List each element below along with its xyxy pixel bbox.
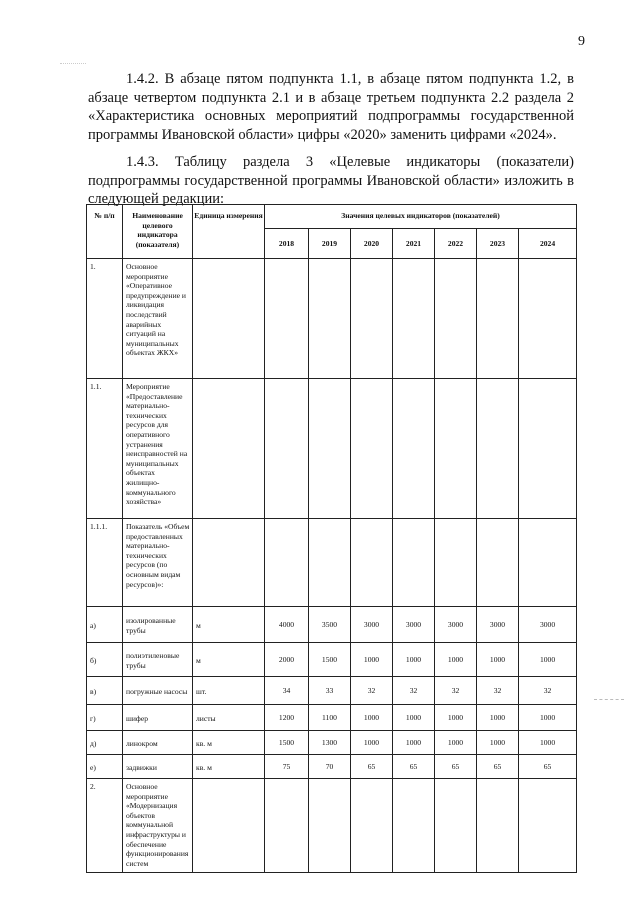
value-cell: 1000 <box>435 643 477 677</box>
row-number: б) <box>87 643 123 677</box>
value-cell <box>435 519 477 607</box>
value-cell: 1000 <box>435 705 477 731</box>
indicator-name: погружные насосы <box>123 677 193 705</box>
header-values: Значения целевых индикаторов (показателей) <box>265 205 577 229</box>
table-row <box>87 677 577 705</box>
header-year: 2023 <box>477 229 519 259</box>
value-cell <box>265 519 309 607</box>
indicator-name: линокром <box>123 731 193 755</box>
value-cell: 1000 <box>393 643 435 677</box>
table-row <box>87 731 577 755</box>
value-cell <box>477 779 519 873</box>
table-row <box>87 519 577 607</box>
header-no: № п/п <box>87 205 123 259</box>
unit-cell <box>193 259 265 379</box>
table-row <box>87 379 577 519</box>
value-cell: 1000 <box>477 731 519 755</box>
header-year: 2024 <box>519 229 577 259</box>
paragraph-1-4-2 <box>88 70 574 144</box>
header-name: Наименование целевого индикатора (показателя) <box>123 205 193 259</box>
value-cell: 2000 <box>265 643 309 677</box>
value-cell: 32 <box>393 677 435 705</box>
value-cell <box>265 259 309 379</box>
indicator-name: шифер <box>123 705 193 731</box>
value-cell: 32 <box>435 677 477 705</box>
value-cell: 3000 <box>519 607 577 643</box>
indicator-name: Мероприятие «Предоставление материально-технических ресурсов для оперативного устранения неисправностей на муниципальных объектах жилищно-коммунального хозяйства» <box>123 379 193 519</box>
value-cell: 3500 <box>309 607 351 643</box>
value-cell: 65 <box>477 755 519 779</box>
table-row <box>87 705 577 731</box>
value-cell: 1000 <box>477 705 519 731</box>
indicator-name: Основное мероприятие «Оперативное предупреждение и ликвидация последствий аварийных ситуаций на муниципальных объектах ЖКХ» <box>123 259 193 379</box>
indicator-name: задвижки <box>123 755 193 779</box>
value-cell: 1000 <box>477 643 519 677</box>
value-cell <box>309 519 351 607</box>
row-number: 1.1.1. <box>87 519 123 607</box>
value-cell: 33 <box>309 677 351 705</box>
value-cell <box>309 779 351 873</box>
value-cell: 34 <box>265 677 309 705</box>
value-cell <box>393 779 435 873</box>
header-year: 2022 <box>435 229 477 259</box>
scan-mark <box>60 63 86 64</box>
value-cell <box>265 379 309 519</box>
value-cell: 1000 <box>351 643 393 677</box>
value-cell: 1500 <box>309 643 351 677</box>
page-number: 9 <box>578 34 585 49</box>
indicator-name: изолированные трубы <box>123 607 193 643</box>
value-cell: 65 <box>435 755 477 779</box>
value-cell <box>265 779 309 873</box>
row-number: е) <box>87 755 123 779</box>
value-cell: 65 <box>351 755 393 779</box>
value-cell <box>477 379 519 519</box>
value-cell: 1200 <box>265 705 309 731</box>
value-cell: 32 <box>519 677 577 705</box>
row-number: 1. <box>87 259 123 379</box>
value-cell: 3000 <box>351 607 393 643</box>
unit-cell: м <box>193 607 265 643</box>
unit-cell: м <box>193 643 265 677</box>
table-row <box>87 643 577 677</box>
value-cell <box>519 379 577 519</box>
paragraph-1-4-3 <box>88 153 574 209</box>
unit-cell: шт. <box>193 677 265 705</box>
value-cell: 1000 <box>393 731 435 755</box>
value-cell <box>519 519 577 607</box>
value-cell <box>519 779 577 873</box>
row-number: д) <box>87 731 123 755</box>
row-number: г) <box>87 705 123 731</box>
value-cell: 65 <box>393 755 435 779</box>
target-indicators-table <box>86 204 577 873</box>
value-cell: 4000 <box>265 607 309 643</box>
value-cell: 32 <box>477 677 519 705</box>
value-cell <box>477 519 519 607</box>
value-cell <box>309 259 351 379</box>
unit-cell <box>193 779 265 873</box>
header-year: 2018 <box>265 229 309 259</box>
value-cell <box>519 259 577 379</box>
value-cell: 1000 <box>393 705 435 731</box>
indicator-name: Показатель «Объем предоставленных материально-технических ресурсов (по основным видам ресурсов)»: <box>123 519 193 607</box>
value-cell <box>351 779 393 873</box>
unit-cell: кв. м <box>193 755 265 779</box>
table-body <box>87 259 577 873</box>
value-cell: 32 <box>351 677 393 705</box>
value-cell <box>435 779 477 873</box>
unit-cell: листы <box>193 705 265 731</box>
row-number: в) <box>87 677 123 705</box>
row-number: 1.1. <box>87 379 123 519</box>
value-cell <box>477 259 519 379</box>
value-cell: 70 <box>309 755 351 779</box>
value-cell <box>351 379 393 519</box>
value-cell <box>393 519 435 607</box>
unit-cell <box>193 519 265 607</box>
value-cell: 1100 <box>309 705 351 731</box>
value-cell <box>393 259 435 379</box>
table-row <box>87 607 577 643</box>
value-cell: 1000 <box>519 705 577 731</box>
value-cell: 3000 <box>393 607 435 643</box>
header-year: 2019 <box>309 229 351 259</box>
value-cell: 3000 <box>477 607 519 643</box>
value-cell: 1000 <box>519 731 577 755</box>
unit-cell: кв. м <box>193 731 265 755</box>
value-cell: 1300 <box>309 731 351 755</box>
value-cell: 1000 <box>351 731 393 755</box>
scan-mark <box>594 699 624 700</box>
header-year: 2020 <box>351 229 393 259</box>
table-row <box>87 779 577 873</box>
value-cell <box>393 379 435 519</box>
value-cell: 1000 <box>435 731 477 755</box>
row-number: 2. <box>87 779 123 873</box>
value-cell: 65 <box>519 755 577 779</box>
header-year: 2021 <box>393 229 435 259</box>
row-number: а) <box>87 607 123 643</box>
table-row <box>87 755 577 779</box>
value-cell: 3000 <box>435 607 477 643</box>
table-row <box>87 259 577 379</box>
indicator-name: полиэтиленовые трубы <box>123 643 193 677</box>
value-cell <box>435 379 477 519</box>
unit-cell <box>193 379 265 519</box>
value-cell <box>435 259 477 379</box>
paragraph-1-4-3-text: 1.4.3. Таблицу раздела 3 «Целевые индикаторы (показатели) подпрограммы государственной программы Ивановской области» изложить в следующей редакции: <box>88 154 574 208</box>
header-unit: Единица измерения <box>193 205 265 259</box>
value-cell: 1000 <box>519 643 577 677</box>
paragraph-1-4-2-text: 1.4.2. В абзаце пятом подпункта 1.1, в абзаце пятом подпункта 1.2, в абзаце четвертом подпункта 2.1 и в абзаце третьем подпункта 2.2 раздела 2 «Характеристика основных мероприятий подпрограммы государственной программы Ивановской области» цифры «2020» заменить цифрами «2024». <box>88 71 574 143</box>
indicator-name: Основное мероприятие «Модернизация объектов коммунальной инфраструктуры и обеспечение функционирования систем <box>123 779 193 873</box>
value-cell <box>351 259 393 379</box>
value-cell: 1000 <box>351 705 393 731</box>
value-cell <box>309 379 351 519</box>
value-cell <box>351 519 393 607</box>
value-cell: 1500 <box>265 731 309 755</box>
value-cell: 75 <box>265 755 309 779</box>
